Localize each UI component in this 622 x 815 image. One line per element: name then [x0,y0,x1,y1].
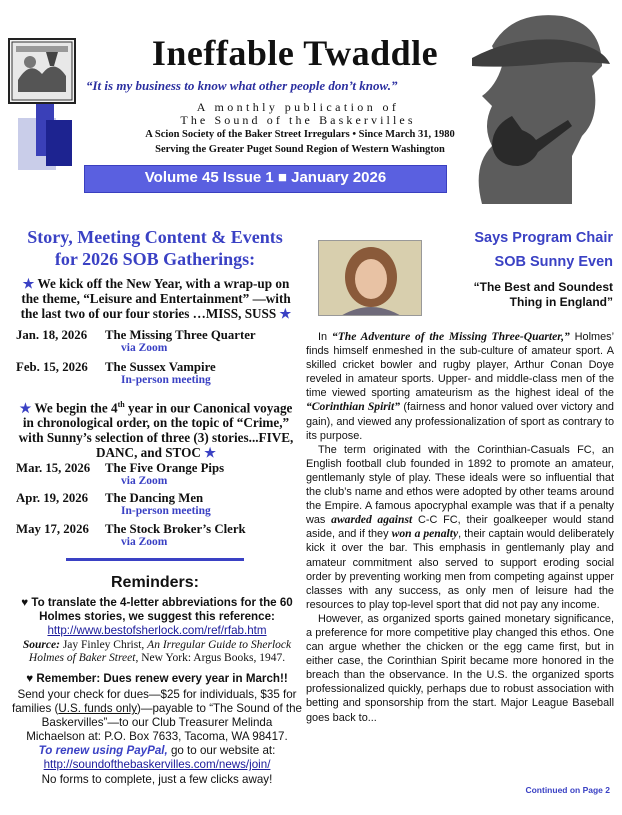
event-row: Jan. 18, 2026 The Missing Three Quarter via Zoom [16,328,256,354]
event-row: Feb. 15, 2026 The Sussex Vampire In-person meeting [16,360,216,386]
star-icon: ★ [22,276,35,291]
events-heading-line2: for 2026 SOB Gatherings: [54,249,256,269]
event-row: Mar. 15, 2026 The Five Orange Pips via Zoom [16,461,225,487]
publication-line: A monthly publication of [196,100,400,114]
event-row: Apr. 19, 2026 The Dancing Men In-person meeting [16,491,211,517]
reminder-1-link-row [12,624,302,638]
events-heading-line1: Story, Meeting Content & Events [27,227,283,247]
reminder-2: ♥ Remember: Dues renew every year in March!! [26,672,288,685]
article-headline-line2: SOB Sunny Even [494,254,613,270]
intro-paragraph-2: ★ We begin the 4th year in our Canonical voyage in chronological order, on the topic of “Crime,” with Sunny’s selection of three (3) stories...FIVE, DANC, and STOC ★ [18,400,294,461]
intro-paragraph-1: ★ We kick off the New Year, with a wrap-up on the theme, “Leisure and Entertainment” —with the last two of our four stories …MISS, SUSS ★ [20,276,292,321]
article-subhead-line2: Thing in England” [509,295,613,309]
society-name: The Sound of the Baskervilles [180,113,416,127]
article-paragraph: In “The Adventure of the Missing Three-Quarter,” Holmes’ finds himself enmeshed in the sub-culture of amateur sport. A skilled cricket bowler and rugby player, Arthur Conan Doye reveled in amateur sports. Upper- and middle-class men of the time viewed sporting amateurism as the highest ideal of the “Corinthian Spirit” (fairness and honor valued over victory and gain), and viewed any professionalization of sport as contrary to its purpose. [306,330,614,442]
join-link-row [12,758,302,772]
scion-line: A Scion Society of the Baker Street Irregulars • Since March 31, 1980 [145,129,455,140]
star-icon: ★ [204,445,217,461]
star-icon: ★ [19,400,32,416]
program-chair-photo [318,240,422,316]
reminder-1: ♥ To translate the 4-letter abbreviations for the 60 Holmes stories, we suggest this reference: [21,596,293,623]
article-body [306,330,614,725]
article-paragraph: However, as organized sports gained monetary significance, a preference for more competitive play changed this ethos. One can argue whether the chicken or the egg came first, but in either case, the Corinthian Spirit became more honored in the breach than the observance. In the U.S. the organized sports professionalized quickly, perhaps due to robust association with betting and sponsorship from the start. Major League Baseball goes back to... [306,612,614,724]
decor-square-dark [46,120,72,166]
no-forms-note: No forms to complete, just a few clicks away! [41,773,273,786]
join-link[interactable]: http://soundofthebaskervilles.com/news/join/ [43,758,271,771]
heart-icon: ♥ [21,596,32,609]
source-citation: Source: Jay Finley Christ, An Irregular Guide to Sherlock Holmes of Baker Street, New York: Argus Books, 1947. [22,639,292,664]
reminders-heading: Reminders: [110,574,200,591]
paypal-line: To renew using PayPal, go to our website at: [38,744,276,757]
abbreviations-link[interactable]: http://www.bestofsherlock.com/ref/rfab.htm [47,624,267,637]
star-icon: ★ [279,306,292,321]
events-heading [10,226,300,270]
heart-icon: ♥ [26,672,37,685]
holmes-silhouette-image [452,6,620,204]
motto: “It is my business to know what other people don’t know.” [86,78,398,93]
society-crest-logo [8,38,76,104]
volume-issue: Volume 45 Issue 1 ■ January 2026 [144,169,387,186]
article-paragraph: The term originated with the Corinthian-Casuals FC, an English football club founded in 1892 to promote an amateur, gentlemanly style of play. These ideals were so influential that the club’s name and ethos were adopted by other teams around the Empire. A famous apocryphal example was that if a penalty was awarded against C-C FC, their goalkeeper would stand aside, and if they won a penalty, their captain would deliberately kick it over the bar. This emphasis in gentlemanly play and amateur commitment also served to support eroding social order by preventing working men from competing against upper classes with any success, as only men of leisure had the resources to play top-level sport that did not pay any income. [306,443,614,611]
newsletter-title: Ineffable Twaddle [151,33,439,73]
region-line: Serving the Greater Puget Sound Region of Western Washington [155,144,445,155]
article-headline-line1: Says Program Chair [474,230,613,246]
dues-paragraph: Send your check for dues—$25 for individuals, $35 for families (U.S. funds only)—payable to “The Sound of the Baskervilles”—to our Club Treasurer Melinda Michaelson at: P.O. Box 7633, Tacoma, WA 98417. [12,688,303,743]
event-row: May 17, 2026 The Stock Broker’s Clerk via Zoom [16,522,246,548]
article-subhead-line1: “The Best and Soundest [473,280,613,294]
section-divider [66,558,244,561]
continued-link[interactable]: Continued on Page 2 [525,785,610,795]
